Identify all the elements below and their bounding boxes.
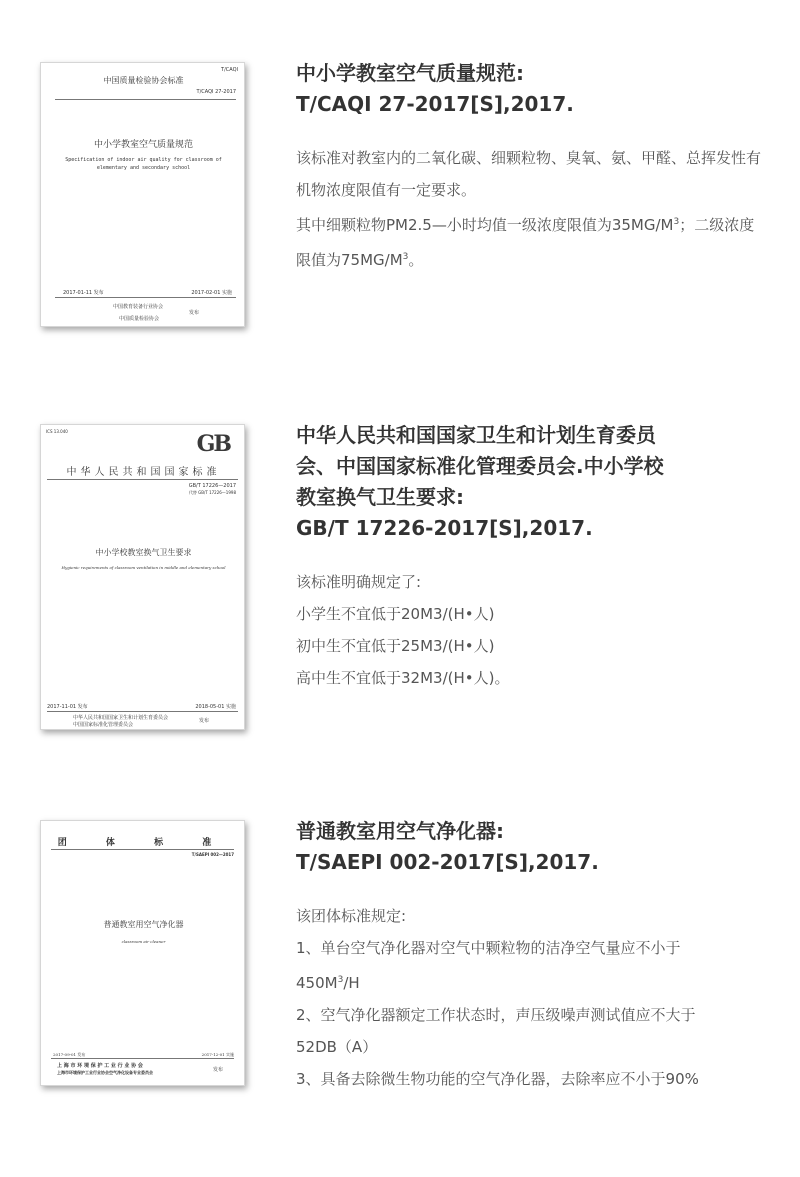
doc-release-date: 2017-01-11 发布 bbox=[63, 290, 104, 296]
doc-implement-date: 2017-12-01 实施 bbox=[201, 1052, 234, 1057]
doc-implement-date: 2017-02-01 实施 bbox=[191, 290, 232, 296]
description-line: 小学生不宜低于20M3/(H•人) bbox=[296, 605, 495, 623]
description-text: 该标准对教室内的二氧化碳、细颗粒物、臭氧、氨、甲醛、总挥发性有机物浓度限值有一定要求。 bbox=[296, 149, 762, 199]
description-detail: 其中细颗粒物PM2.5—小时均值一级浓度限值为$35MG/M^3$；二级浓度限值为$75MG/M^3$。 bbox=[296, 216, 755, 269]
doc-issuer-2: 中国国家标准化管理委员会 bbox=[73, 722, 134, 728]
doc-bottom-rule bbox=[55, 297, 236, 298]
doc-cn-title: 中小学校教室换气卫生要求 bbox=[95, 548, 192, 557]
doc-cn-title: 中小学教室空气质量规范 bbox=[93, 140, 193, 150]
document-cover-thumbnail bbox=[40, 820, 245, 1086]
doc-issuer-1: 中华人民共和国国家卫生和计划生育委员会 bbox=[73, 715, 169, 721]
standard-description bbox=[296, 566, 766, 694]
doc-number: T/CAQI 27-2017 bbox=[196, 89, 236, 95]
standard-info bbox=[296, 420, 766, 694]
doc-number: GB/T 17226—2017 bbox=[188, 483, 236, 489]
doc-rule bbox=[51, 849, 234, 850]
doc-en-title-line-2: elementary and secondary school bbox=[96, 165, 191, 171]
description-line: 3、具备去除微生物功能的空气净化器，去除率应不小于90% bbox=[296, 1070, 699, 1088]
doc-release-date: 2017-11-01 发布 bbox=[47, 704, 88, 710]
doc-issuer-1: 上 海 市 环 境 保 护 工 业 行 业 协 会 bbox=[57, 1063, 143, 1069]
doc-issuer-2: 中国质量检验协会 bbox=[119, 316, 160, 322]
standard-description bbox=[296, 142, 766, 276]
standard-title-line: 会、中国国家标准化管理委员会.中小学校 bbox=[296, 454, 664, 478]
doc-issuer-2: 上海市环境保护工业行业协会空气净化设备专业委员会 bbox=[57, 1070, 153, 1075]
doc-org-title: 团 体 标 准 bbox=[57, 838, 230, 848]
doc-cn-title: 普通教室用空气净化器 bbox=[103, 920, 184, 929]
standard-title-line: 中小学教室空气质量规范: bbox=[296, 61, 524, 85]
doc-org-title: 中华人民共和国国家标准 bbox=[66, 467, 221, 478]
description-line: 该标准明确规定了: bbox=[296, 573, 422, 591]
doc-number: T/SAEPI 002—2017 bbox=[191, 852, 234, 857]
document-cover-thumbnail bbox=[40, 62, 245, 327]
doc-issue-word: 发布 bbox=[213, 1067, 224, 1073]
standard-title-line: 中华人民共和国国家卫生和计划生育委员 bbox=[296, 423, 656, 447]
doc-issue-word: 发布 bbox=[199, 718, 210, 724]
gb-logo-icon: GB bbox=[196, 431, 230, 457]
doc-issue-word: 发布 bbox=[189, 310, 200, 316]
description-line: 该团体标准规定: bbox=[296, 907, 407, 925]
doc-bottom-rule bbox=[51, 1058, 234, 1059]
standard-title bbox=[296, 58, 766, 120]
standard-description bbox=[296, 900, 736, 1095]
doc-issuer-1: 中国教育装备行业协会 bbox=[113, 304, 164, 310]
standard-info bbox=[296, 816, 766, 1095]
standard-code: GB/T 17226-2017[S],2017. bbox=[296, 516, 593, 540]
standard-info bbox=[296, 58, 766, 276]
doc-release-date: 2017-09-01 发布 bbox=[53, 1052, 86, 1057]
doc-en-title: Hygienic requirements of classroom ventilation in middle and elementary school bbox=[61, 565, 226, 570]
doc-en-title: classroom air cleaner bbox=[121, 939, 166, 944]
doc-replaces: 代替 GB/T 17226—1998 bbox=[188, 490, 236, 495]
doc-corner-code: T/CAQI bbox=[221, 67, 238, 73]
standard-code: T/CAQI 27-2017[S],2017. bbox=[296, 92, 574, 116]
description-line: 2、空气净化器额定工作状态时，声压级噪声测试值应不大于52DB（A） bbox=[296, 1006, 696, 1056]
doc-org-title: 中国质量检验协会标准 bbox=[103, 76, 184, 85]
doc-bottom-rule bbox=[47, 711, 238, 712]
doc-implement-date: 2018-05-01 实施 bbox=[195, 704, 236, 710]
standard-title-line: 教室换气卫生要求: bbox=[296, 485, 464, 509]
doc-rule bbox=[47, 479, 238, 480]
doc-ics: ICS 13.040 bbox=[46, 429, 68, 434]
doc-en-title-line-1: Specification of indoor air quality for classroom of bbox=[65, 157, 222, 163]
description-line: 1、单台空气净化器对空气中颗粒物的洁净空气量应不小于$450M^3/H$ bbox=[296, 939, 681, 992]
standard-title bbox=[296, 420, 766, 544]
description-line: 初中生不宜低于25M3/(H•人) bbox=[296, 637, 495, 655]
standard-title-line: 普通教室用空气净化器: bbox=[296, 819, 504, 843]
document-cover-thumbnail bbox=[40, 424, 245, 730]
standard-code: T/SAEPI 002-2017[S],2017. bbox=[296, 850, 599, 874]
standard-title bbox=[296, 816, 766, 878]
doc-rule bbox=[55, 99, 236, 100]
description-line: 高中生不宜低于32M3/(H•人)。 bbox=[296, 669, 510, 687]
